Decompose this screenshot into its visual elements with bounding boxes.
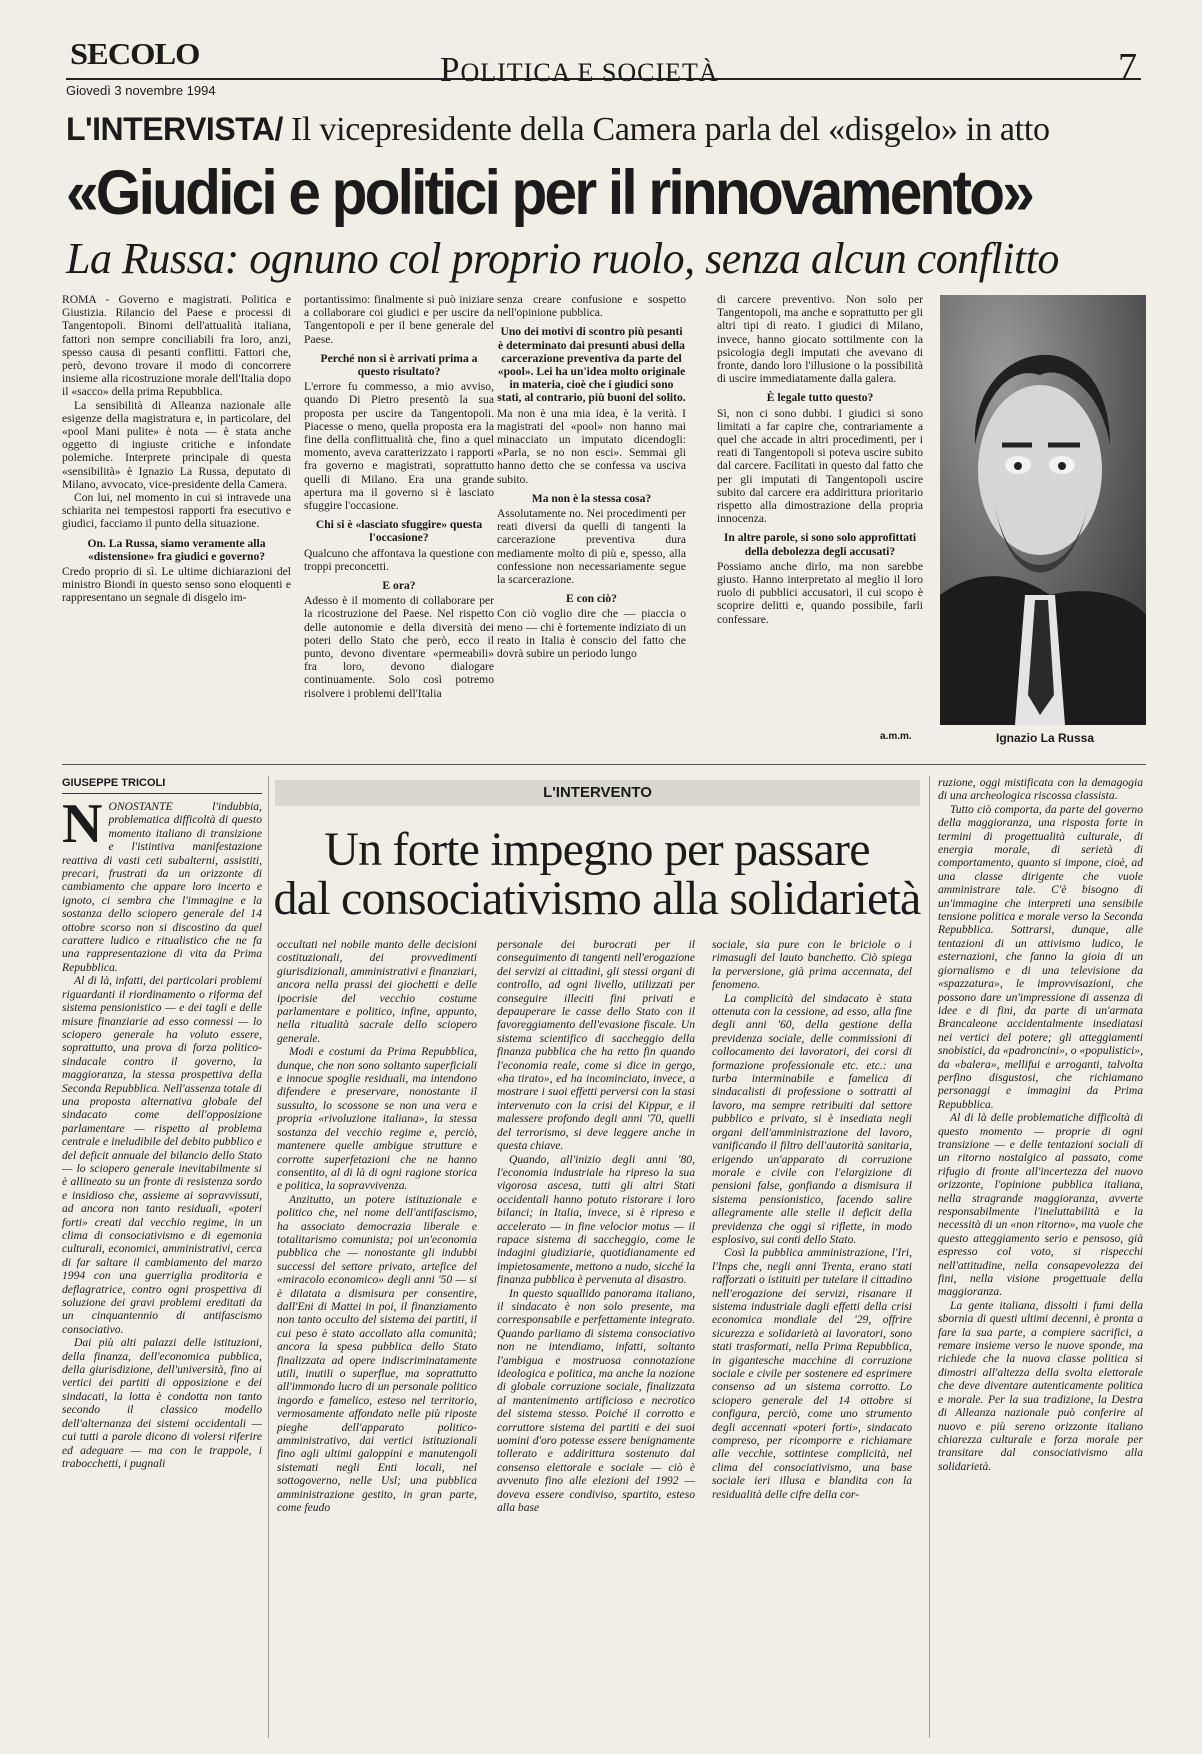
column-rule <box>929 776 930 1738</box>
interview-column-3 <box>497 293 686 660</box>
intervento-column-3 <box>497 938 695 1514</box>
paragraph: La sensibilità di Alleanza nazionale alle esigenze della magistratura e, in particolare, del «pool Mani pulite» è nota — è stata anche oggetto di ingiuste critiche e infondate polemiche. Interprete principale di questa «sensibilità» è Ignazio La Russa, deputato di Milano, avvocato, vice-presidente della Camera. <box>62 398 291 491</box>
portrait-photo <box>940 295 1146 725</box>
question: E ora? <box>382 579 416 593</box>
paragraph: La gente italiana, dissolti i fumi della sbornia di questi ultimi decenni, è pronta a fare la sua parte, a compiere sacrifici, a remare insieme verso le nuove sponde, ma richiede che la nuova classe politica si dimostri all'altezza della svolta elettorale che deve diventare autenticamente politica e morale. Per la sua tradizione, la Destra di Alleanza nazionale può conferire al nuovo e più sereno orizzonte italiano chiarezza culturale e forza morale per transitare dal consociativismo alla solidarietà. <box>938 1298 1143 1473</box>
interview-column-4 <box>717 293 923 626</box>
answer: Con ciò voglio dire che — piaccia o meno — chi è fortemente indiziato di un reato in Italia è conscio del fatto che dovrà subire un periodo lungo <box>497 607 686 661</box>
question: Uno dei motivi di scontro più pesanti è determinato dai presunti abusi della carcerazione preventiva da parte del «pool». Lei ha un'idea molto originale in materia, cioè che i giudici sono stati, al contrario, più buoni del solito. <box>497 325 686 405</box>
paragraph: portantissimo: finalmente si può iniziare a collaborare coi giudici e per uscire da Tangentopoli e per il bene generale del Paese. <box>304 293 494 346</box>
paragraph: La complicità del sindacato è stata ottenuta con la cessione, ad esso, alla fine degli anni '60, della gestione della previdenza sociale, delle commissioni di collocamento dei lavoratori, dei corsi di formazione professionale etc. etc.: una turba interminabile e famelica di sindacalisti di professione o sottratti al lavoro, ma sempre retribuiti dal settore pubblico e privato, si è insediata negli organi dell'amministrazione del lavoro, vanificando il filtro dell'autorità sanitaria, erigendo un'apparato di corruzione morale e civile con l'elargizione di pensioni false, gonfiando a dismisura il sistema pensionistico, facendo salire allegramente alle stelle il deficit della previdenza che oggi si riflette, in modo esplosivo, sui conti dello Stato. <box>712 991 912 1246</box>
interview-headline: «Giudici e politici per il rinnovamento» <box>66 158 1033 228</box>
intervento-headline <box>272 823 922 925</box>
drop-cap: N <box>62 793 103 855</box>
paragraph: senza creare confusione e sospetto nell'opinione pubblica. <box>497 293 686 320</box>
paragraph: ROMA - Governo e magistrati. Politica e Giustizia. Rilancio del Paese e processi di Tangentopoli. Binomi dell'attualità italiana, fattori non sempre conciliabili fra loro, anzi, spesso causa di pesanti conflitti. Fattori che, però, devono trovare il modo di concorrere insieme alla ricostruzione morale dell'Italia dopo il «sacco» della prima Repubblica. <box>62 293 291 399</box>
issue-date: Giovedì 3 novembre 1994 <box>66 83 216 98</box>
question: È legale tutto questo? <box>766 391 874 405</box>
question: Chi si è «lasciato sfuggire» questa l'occasione? <box>315 518 483 545</box>
portrait-illustration <box>940 295 1146 725</box>
paragraph: di carcere preventivo. Non solo per Tangentopoli, ma anche e soprattutto per gli altri tipi di reato. I giudici di Milano, invece, hanno giocato sottilmente con la psicologia degli imputati che avevano di fronte, dando loro l'illusione o la possibilità di uscire immediatamente dalla galera. <box>717 293 923 386</box>
answer: Assolutamente no. Nei procedimenti per reati diversi da quelli di tangenti la carcerazione preventiva dura mediamente molto di più e, spesso, alla confessione non necessariamente segue la scarcerazione. <box>497 507 686 587</box>
paragraph: In questo squallido panorama italiano, il sindacato è non solo presente, ma corresponsabile e perfettamente integrato. Quando parliamo di sistema consociativo non ne intendiamo, infatti, soltanto l'ambigua e mostruosa connotazione ideologica e politica, ma anche la nozione di globale corruzione sociale, finalizzata al mantenimento artificioso e necrotico del sistema stesso. Poiché il corrotto e corruttore sistema dei partiti e dei suoi uomini d'oro potesse essere benignamente tollerato e addirittura sostenuto dal consenso elettorale e sociale — ciò è avvenuto fino alle elezioni del 1992 — doveva essere condiviso, spartito, esteso alla base <box>497 1286 695 1515</box>
headline-line: dal consociativismo alla solidarietà <box>273 871 921 925</box>
headline-line: Un forte impegno per passare <box>324 823 870 876</box>
interview-column-1 <box>62 293 291 605</box>
paragraph: personale dei burocrati per il conseguimento di tangenti nell'erogazione dei servizi ai cittadini, gli stessi organi di controllo, ad ogni livello, utilizzati per conseguire illeciti fini privati e depauperare le casse dello Stato con il favoreggiamento dell'evasione fiscale. Un sistema scientifico di saccheggio della finanza pubblica che ha retto fin quando l'economia reale, come si dice in gergo, «ha tirato», ed ha incominciato, invece, a mostrare i suoi effetti perversi con la stasi intervenuto con la crisi del Kippur, e il malessere profondo degli anni '70, quelli del terrorismo, si deve leggere anche in questa chiave. <box>497 938 695 1153</box>
answer: Adesso è il momento di collaborare per la ricostruzione del Paese. Nel rispetto delle autonomie e della diversità dei poteri dello Stato che però, ecco il punto, devono diventare «permeabili» fra loro, devono dialogare continuamente. Solo così potremo risolvere i problemi dell'Italia <box>304 594 494 700</box>
question: In altre parole, si sono solo approfittati della debolezza degli accusati? <box>723 531 917 558</box>
paragraph: ruzione, oggi mistificata con la demagogia di una archeologica riscossa classista. <box>938 776 1143 803</box>
intervento-column-4 <box>712 938 912 1501</box>
question: E con ciò? <box>566 592 617 606</box>
paragraph: Quando, all'inizio degli anni '80, l'economia industriale ha ripreso la sua vigorosa ascesa, tutti gli altri Stati occidentali hanno potuto ristorare i loro bilanci; in Italia, invece, si è ripreso e accelerato — in fine velocior motus — il rapace sistema di saccheggio, come le indagini giudiziarie, quotidianamente ed impietosamente, mettono a nudo, sicché la finanza pubblica è pervenuta al disastro. <box>497 1152 695 1287</box>
paragraph: Modi e costumi da Prima Repubblica, dunque, che non sono soltanto superficiali e innocue spoglie residuali, ma intendono difendere e preservare, nonostante il sussulto, lo scossone se non una vera e propria «rivoluzione italiana», la stessa sostanza del vecchio regime e, perciò, mantenere quelle ambigue strutture e corrotte superfetazioni che ne hanno consentito, al di là di ogni ragione storica e politica, la sopravvivenza. <box>277 1045 477 1193</box>
question: Perché non si è arrivati prima a questo risultato? <box>320 351 478 379</box>
paragraph: Al di là, infatti, dei particolari problemi riguardanti il riordinamento o riforma del sistema pensionistico — e dei tagli e delle misure finanziarie ad esso connessi — lo sciopero generale ha voluto essere, soprattutto, una prova di forza politico-sindacale contro il governo, la maggioranza, la stessa prospettiva della Seconda Repubblica. Nell'assenza totale di una proposta alternativa globale del sindacato come dell'opposizione parlamentare — rispetto al problema centrale e ineludibile del debito pubblico e del deficit annuale del bilancio dello Stato — lo sciopero generale inevitabilmente si è allineato su un fronte di resistenza sordo e insidioso che, assieme ai sopravvissuti, ad ancora non tanto residuali, «poteri forti» creati dal vecchio regime, in un clima di consociativismo e di egemonia culturali, economici, amministrativi, cerca di far saltare il cambiamento del marzo 1994 con una guerriglia proditoria e deflagratrice, contro ogni prospettiva di soluzione dei gravi problemi ereditati da un cinquantennio di antifascismo consociativo. <box>62 974 262 1336</box>
interview-kicker: L'INTERVISTA/ Il vicepresidente della Camera parla del «disgelo» in atto <box>66 111 1050 148</box>
paragraph: Con lui, nel momento in cui si intravede una schiarita nei tempestosi rapporti fra esecutivo e giudici, facciamo il punto della situazione. <box>62 491 291 531</box>
author-byline: GIUSEPPE TRICOLI <box>62 778 262 794</box>
section-title: POLITICA E SOCIETÀ <box>440 50 719 89</box>
paragraph: Dai più alti palazzi delle istituzioni, della finanza, dell'economica pubblica, della giurisdizione, dell'università, fino ai vertici dei partiti di opposizione e dei sindacati, la lotta è condotta non tanto secondo il classico modello dell'alternanza dei sistemi occidentali — cui tutti a parole dicono di volersi riferire ed adeguare — ma con le trappole, i trabocchetti, i pugnali <box>62 1336 262 1470</box>
interviewer-initials: a.m.m. <box>880 731 912 742</box>
question: Ma non è la stessa cosa? <box>531 491 652 505</box>
paragraph: NONOSTANTE l'indubbia, problematica difficoltà di questo momento italiano di transizione e l'istintiva manifestazione reattiva di vasti ceti subalterni, assistiti, precari, frustrati da un orizzonte di cambiamento che appare loro incerto e ignoto, ci sembra che l'immagine e la sostanza dello sciopero generale del 14 ottobre scorso non si discostino da quel carattere ludico e ritualistico che ne fa una rappresentazione di vita da Prima Repubblica. <box>62 793 262 974</box>
answer: Ma non è una mia idea, è la verità. I magistrati del «pool» non hanno mai minacciato un imputato dicendogli: «Parla, se no non esci». Semmai gli hanno detto che se confessa va usciva subito. <box>497 406 686 486</box>
answer: Qualcuno che affontava la questione con troppi preconcetti. <box>304 546 494 573</box>
column-rule <box>268 776 269 1738</box>
intervento-column-5 <box>938 776 1143 1473</box>
intervento-column-1 <box>62 793 262 1470</box>
paragraph: Anzitutto, un potere istituzionale e politico che, nel nome dell'antifascismo, ha associato democrazia liberale e totalitarismo comunista; poi un'economia pubblica che — nonostante gli indubbi successi del settore privato, artefice del «miracolo economico» degli anni '50 — si è dilatata a dismisura per consentire, dall'Eni di Mattei in poi, il finanziamento non tanto occulto del sistema dei partiti, il cui peso è stato accollato alla comunità; ancora la spesa pubblica dello Stato finalizzata ad opere indiscriminatamente utili, inutili o superflue, ma soprattutto all'immondo lucro di un personale politico ingordo e famelico, esteso nel territorio, vermosamente affondato nelle più riposte pieghe dell'apparato politico-amministrativo, dai vertici istituzionali fino agli ultimi galoppini e manutengoli sistemati negli Enti locali, nel sottogoverno, nelle Usl; una pubblica amministrazione gestito, in gran parte, come feudo <box>277 1192 477 1515</box>
paragraph: Tutto ciò comporta, da parte del governo della maggioranza, una risposta forte in termini di progettualità culturale, di energia morale, di serietà di comportamento, quanto si impone, cioè, ad una classe dirigente che vuole amministrare tale. C'è bisogno di un'immagine che interpreti una sensibile tensione politica e morale verso la Seconda Repubblica. Sottrarsi, dunque, alle tentazioni di un attivismo ludico, le esternazioni, che fanno la gioia di un giornalismo e di una televisione da «spazzatura», le improvvisazioni, che possono dare un'impressione di assenza di idee e di fini, da parte di un'armata Brancaleone accidentalmente insediatasi nei vertici del potere; gli atteggiamenti snobistici, da «padroncini», o «populistici», da «balera», mellifui e arroganti, talvolta perfino disgustosi, che richiamano personaggi e immagini da Prima Repubblica. <box>938 802 1143 1111</box>
answer: L'errore fu commesso, a mio avviso, quando Di Pietro presentò la sua proposta per uscire da Tangentopoli. Piacesse o meno, quella proposta era la fine della conflittualità che, fino a quel momento, aveva caratterizzato i rapporti fra governo e magistrati, soprattutto quelli di Milano. Era una grande apertura ma il governo si è lasciato sfuggire l'occasione. <box>304 380 494 513</box>
intervento-column-2 <box>277 938 477 1514</box>
answer: Sì, non ci sono dubbi. I giudici si sono limitati a far capire che, contrariamente a quel che accade in altri procedimenti, per i reati di Tangentopoli si poteva uscire subito dal carcere. Facilitati in questo dal fatto che per gli imputati di Tangentopoli uscire subito dal carcere era addirittura prioritario rispetto alla dimostrazione della propria innocenza. <box>717 406 923 526</box>
paragraph: Così la pubblica amministrazione, l'Iri, l'Inps che, negli anni Trenta, erano stati rafforzati o istituiti per tutelare il cittadino nell'erogazione dei servizi, risanare il sistema industriale dagli effetti della crisi economica mondiale del '29, offrire sicurezza e solidarietà ai lavoratori, sono stati trasformati, nella Prima Repubblica, in gigantesche macchine di corruzione sociale e civile per sostenere ed esprimere consenso ad un sistema corrotto. Lo sciopero generale del 14 ottobre si configura, perciò, come uno strumento degli accennati «poteri forti», sindacato compreso, per ricomporre e richiamare alle vecchie, sottintese complicità, nel clima del consociativismo, una base sociale ieri illusa e blandita con la residualità delle cifre della cor- <box>712 1246 912 1501</box>
section-divider <box>62 764 1146 765</box>
paragraph: sociale, sia pure con le briciole o i rimasugli del lauto banchetto. Ciò spiega la perversione, già prima accennata, del fenomeno. <box>712 938 912 992</box>
intervento-label: L'INTERVENTO <box>275 780 920 806</box>
paragraph: occultati nel nobile manto delle decisioni costituzionali, dei provvedimenti giurisdizionali, amministrativi e finanziari, ancora nella prassi dei giochetti e delle ipocrisie del vecchio costume parlamentare e politico, infine, appunto, nella ritualità sacrale dello sciopero generale. <box>277 938 478 1045</box>
photo-caption: Ignazio La Russa <box>996 731 1095 745</box>
newspaper-logo: SECOLO <box>70 36 200 71</box>
answer: Credo proprio di sì. Le ultime dichiarazioni del ministro Biondi in questo senso sono eloquenti e rappresentano un segnale di disgelo im- <box>62 565 291 605</box>
interview-subhead: La Russa: ognuno col proprio ruolo, senza alcun conflitto <box>66 234 1059 283</box>
interview-column-2 <box>304 293 494 700</box>
paragraph: Al di là delle problematiche difficoltà di questo momento — proprie di ogni transizione — e delle tentazioni sociali di un ritorno nostalgico al passato, come rifugio di fronte all'incertezza del nuovo orizzonte, l'opinione pubblica italiana, nella stragrande maggioranza, avverte responsabilmente l'ineluttabilità e la necessità di un «non ritorno», ma vuole che questo atteggiamento serio e pensoso, già espresso col voto, si rispecchi nell'attitudine, nella consapevolezza dei fini, nella visione progettuale della maggioranza. <box>938 1111 1143 1299</box>
answer: Possiamo anche dirlo, ma non sarebbe giusto. Hanno interpretato al meglio il loro ruolo di pubblici accusatori, il cui scopo è scoprire delitti e, quando possibile, farli confessare. <box>717 559 923 626</box>
page-number: 7 <box>1118 46 1137 88</box>
question: On. La Russa, siamo veramente alla «distensione» fra giudici e governo? <box>87 536 266 563</box>
